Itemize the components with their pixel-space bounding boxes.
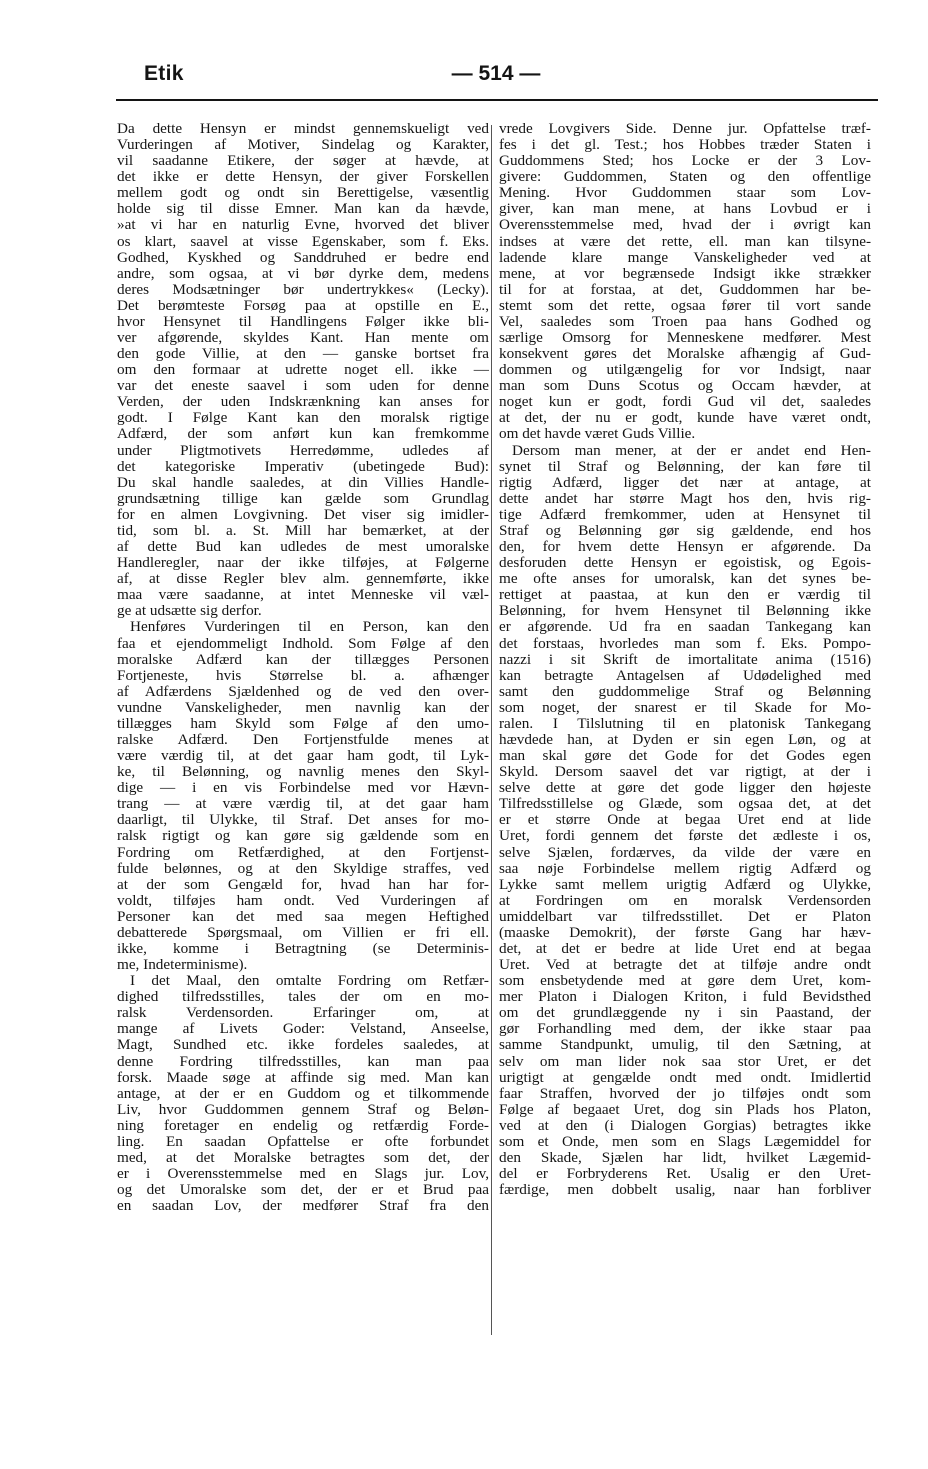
text-line: Mening. Hvor Guddommen staar som Lov- xyxy=(499,184,871,202)
text-line: Fortjeneste, hvis Størrelse bl. a. afhænger xyxy=(117,666,489,684)
text-line: en saadan Lov, der medfører Straf fra den xyxy=(117,1197,489,1215)
text-line: Lykke samt mellem urigtig Adfærd og Ulykke, xyxy=(499,875,871,893)
text-line: af, at disse Regler blev alm. gennemførte, ikke xyxy=(117,570,489,588)
text-line: indses at være det rette, ell. man kan tilsyne- xyxy=(499,232,871,250)
section-title: Etik xyxy=(144,62,184,85)
text-line: dighed tilfredsstilles, tales der om en mo- xyxy=(117,988,489,1006)
text-line: samme Standpunkt, umulig, til den Sætning, at xyxy=(499,1036,871,1054)
text-line: ladende klare mange Vanskeligheder ved at xyxy=(499,248,871,266)
text-line: Belønning, for hvem Hensynet til Belønning ikke xyxy=(499,602,871,620)
text-line: er et større Onde at begaa Uret end at lide xyxy=(499,811,871,829)
text-line: ikke, komme i Betragtning (se Determinis- xyxy=(117,939,489,957)
text-line: og det Umoralske som det, der er et Brud paa xyxy=(117,1181,489,1199)
text-line: at det, der nu er godt, kunde have været ondt, xyxy=(499,409,871,427)
text-line: dette andet har større Magt hos den, hvis rig- xyxy=(499,489,871,507)
text-line: som ensbetydende med at gøre dem Uret, kom- xyxy=(499,972,871,990)
text-line: mange af Livets Goder: Velstand, Anseelse, xyxy=(117,1020,489,1038)
text-line: Da dette Hensyn er mindst gennemskueligt ved xyxy=(117,120,489,137)
text-line: konsekvent gøres det Moralske afhængig af Gud- xyxy=(499,345,871,363)
text-line: det, at det er bedre at lide Uret end at begaa xyxy=(499,939,871,957)
text-line: den gode Villie, at den — ganske bortset fra xyxy=(117,345,489,363)
text-line: godt. I Følge Kant kan den moralsk rigtige xyxy=(117,409,489,427)
text-line: Magt, Sundhed etc. ikke fordeles saaledes, at xyxy=(117,1036,489,1054)
text-line: den, for hvem dette Hensyn er afgørende. Da xyxy=(499,538,871,556)
text-line: om det havde været Guds Villie. xyxy=(499,425,696,443)
left-column xyxy=(117,121,489,1214)
text-line: ver afgørende, skyldes Kant. Han mente om xyxy=(117,329,489,347)
text-line: daarligt, til Ulykke, til Straf. Det anses for mo- xyxy=(117,811,489,829)
text-line: Skyld. Dersom saavel det var rigtigt, at der i xyxy=(499,763,871,781)
text-line: samt den guddommelige Straf og Belønning xyxy=(499,682,871,700)
text-line: Fordring om Retfærdighed, at den Fortjenst- xyxy=(117,843,489,861)
text-line: Uret. Ved at betragte det at tilføje andre ondt xyxy=(499,956,871,974)
text-line: andre, som ogsaa, at vi bør dyrke dem, medens xyxy=(117,264,489,282)
text-line: færdige, men dobbelt usalig, naar han forbliver xyxy=(499,1181,871,1199)
text-line: desforuden dette Hensyn er egoistisk, og Egois- xyxy=(499,554,871,572)
right-column xyxy=(499,121,871,1198)
text-line: grundsætning tillige kan gælde som Grundlag xyxy=(117,489,489,507)
text-line: af dette Bud kan udledes de mest umoralske xyxy=(117,538,489,556)
text-line: være værdig til, at det gaar ham godt, til Lyk- xyxy=(117,747,489,765)
text-line: me ofte anses for umoralsk, kan det synes be- xyxy=(499,570,871,588)
text-line: ling. En saadan Opfattelse er ofte forbundet xyxy=(117,1132,489,1150)
text-line: debatterede Spørgsmaal, om Villien er fri ell. xyxy=(117,923,489,941)
text-line: til for at forstaa, at det, Guddommen har be- xyxy=(499,280,871,298)
text-line: faar Straffen, hvorved der jo tilføjes ondt som xyxy=(499,1084,871,1102)
text-line: giver, kan man mene, at hans Lovbud er i xyxy=(499,200,871,218)
text-line: det forstaas, hvorledes man som f. Eks. Pompo- xyxy=(499,634,871,652)
text-line: Vel, saaledes som Troen paa hans Godhed og xyxy=(499,312,871,330)
text-line: om den formaar at udrette noget ell. ikke — xyxy=(117,361,489,379)
text-line: er afgørende. Ud fra en saadan Tankegang kan xyxy=(499,618,871,636)
text-line: mene, at vor begrænsede Indsigt ikke strækker xyxy=(499,264,871,282)
text-line: umiddelbart var tilfredsstillet. Det er Platon xyxy=(499,907,871,925)
text-line: Liv, hvor Guddommen gennem Straf og Beløn- xyxy=(117,1100,489,1118)
text-line: Godhed, Kyskhed og Sanddruhed er bedre end xyxy=(117,248,489,266)
text-line: særlige Omsorg for Menneskene medfører. Mest xyxy=(499,329,871,347)
text-line: rettiget at paastaa, at kun den er værdig til xyxy=(499,586,871,604)
text-line: Det berømteste Forsøg paa at opstille en E., xyxy=(117,296,489,314)
text-line: mellem godt og ondt sin Berettigelse, væsentlig xyxy=(117,184,489,202)
text-line: man som Duns Scotus og Occam hævder, at xyxy=(499,377,871,395)
text-line: nazzi i sit Skrift de imortalitate anima (1516) xyxy=(499,650,871,668)
text-line: ralsk rigtigt og kan gøre sig gældende som en xyxy=(117,827,489,845)
text-line: Vurderingen af Motiver, Sindelag og Karakter, xyxy=(117,136,489,154)
text-line: ralen. I Tilslutning til en platonisk Tankegang xyxy=(499,714,871,732)
text-line: forsk. Maade søge at affinde sig med. Man kan xyxy=(117,1068,489,1086)
text-line: ved at den (i Dialogen Gorgias) betragtes ikke xyxy=(499,1116,871,1134)
text-line: med, at det Moralske betragtes som det, der xyxy=(117,1149,489,1166)
text-line: urigtigt at gengælde ondt med ondt. Imidlertid xyxy=(499,1068,871,1086)
text-line: som noget, der snarest er til Skade for Mo- xyxy=(499,698,871,716)
header-rule xyxy=(116,99,878,101)
text-line: mer Platon i Dialogen Kriton, i fuld Bevidsthed xyxy=(499,988,871,1006)
text-line: Overensstemmelse med, hvad der i øvrigt kan xyxy=(499,216,871,234)
text-line: kan betragte Antagelsen af Udødelighed med xyxy=(499,666,871,684)
text-line: fes i det gl. Test.; hos Hobbes træder Staten i xyxy=(499,136,871,154)
text-line: af Adfærdens Sjældenhed og de ved den over- xyxy=(117,682,489,700)
text-line: I det Maal, den omtalte Fordring om Retfær- xyxy=(130,972,489,990)
text-line: vil saadanne Etikere, der søger at hævde, at xyxy=(117,152,489,170)
text-line: fulde belønnes, og at den Skyldige straffes, ved xyxy=(117,859,489,877)
text-line: stemt som det rette, ogsaa fører til vort sande xyxy=(499,296,871,314)
text-line: hævdede han, at Dyden er sin egen Løn, og at xyxy=(499,730,871,748)
text-line: ning foretager en endelig og retfærdig Forde- xyxy=(117,1116,489,1134)
text-line: det kategoriske Imperativ (ubetingede Bud): xyxy=(117,457,489,475)
text-line: Du skal handle saaledes, at din Villies Handle- xyxy=(117,473,489,491)
text-line: antage, at der er en Guddom og et tilkommende xyxy=(117,1084,489,1102)
text-line: faa et ejendommeligt Indhold. Som Følge af den xyxy=(117,634,489,652)
text-line: hvor Hensynet til Handlingens Følger ikke bli- xyxy=(117,312,489,330)
text-line: vrede Lovgivers Side. Denne jur. Opfattelse træf- xyxy=(499,120,871,137)
text-line: Straf og Belønning gør sig gældende, end hos xyxy=(499,521,871,539)
text-line: del er Forbryderens Ret. Usalig er den Uret- xyxy=(499,1165,871,1183)
text-line: Verden, der uden Indskrænkning kan anses for xyxy=(117,393,489,411)
text-line: ke, til Belønning, og navnlig menes den Skyl- xyxy=(117,763,489,781)
text-line: at der som Gengæld for, hvad han har for- xyxy=(117,875,489,893)
text-line: ralsk Verdensorden. Erfaringer om, at xyxy=(117,1004,489,1022)
text-line: dommen og utilgængelig for vor Indsigt, naar xyxy=(499,361,871,379)
text-line: deres Modsætninger bør undertrykkes« (Lecky). xyxy=(117,280,489,298)
text-line: givere: Guddommen, Staten og den offentlige xyxy=(499,168,871,186)
text-line: om det grundlæggende ny i sin Paastand, der xyxy=(499,1004,871,1022)
page-number: — 514 — xyxy=(451,62,541,85)
text-line: maa være saadanne, at intet Menneske vil væl- xyxy=(117,586,489,604)
text-line: trang — at være værdig til, at det gaar ham xyxy=(117,795,489,813)
text-line: saa nøje Forbindelse mellem rigtig Adfærd og xyxy=(499,859,871,877)
text-line: Personer kan det med saa megen Heftighed xyxy=(117,907,489,925)
text-line: moralske Adfærd kan der tillægges Personen xyxy=(117,650,489,668)
text-line: for en almen Lovgivning. Det viser sig imidler- xyxy=(117,505,489,523)
text-line: Følge af begaaet Uret, dog sin Plads hos Platon, xyxy=(499,1100,871,1118)
text-line: tige Adfærd fremkommer, uden at Hensynet til xyxy=(499,505,871,523)
text-line: Uret, fordi gennem det første det ædleste i os, xyxy=(499,827,871,845)
text-line: selv om man lider nok saa stor Uret, er det xyxy=(499,1052,871,1070)
text-line: denne Fordring tilfredsstilles, kan man paa xyxy=(117,1052,489,1070)
text-line: den Skade, Sjælen har lidt, hvilket Lægemid- xyxy=(499,1149,871,1166)
text-line: at Fordringen om en moralsk Verdensorden xyxy=(499,891,871,909)
text-line: tillægges ham Skyld som Følge af den umo- xyxy=(117,714,489,732)
text-line: synet til Straf og Belønning, der kan føre til xyxy=(499,457,871,475)
text-line: ge at udsætte sig derfor. xyxy=(117,602,262,620)
page-header xyxy=(116,62,876,92)
text-line: gør Forhandling med dem, der ikke staar paa xyxy=(499,1020,871,1038)
text-line: under Pligtmotivets Herredømme, udledes af xyxy=(117,441,489,459)
text-line: tid, som bl. a. St. Mill har bemærket, at der xyxy=(117,521,489,539)
text-line: dige — i en vis Forbindelse med vor Hævn- xyxy=(117,779,489,797)
text-line: (maaske Demokrit), der første Gang har hæv- xyxy=(499,923,871,941)
text-line: selve dette at gøre det gode ligger den højeste xyxy=(499,779,871,797)
text-line: ralske Adfærd. Den Fortjenstfulde menes at xyxy=(117,730,489,748)
text-line: holde sig til disse Emner. Man kan da hævde, xyxy=(117,200,489,218)
text-line: voldt, tilføjes ham ondt. Ved Vurderingen af xyxy=(117,891,489,909)
text-line: Adfærd, der som anført kun kan fremkomme xyxy=(117,425,489,443)
text-line: som et Onde, men som en Slags Lægemiddel for xyxy=(499,1132,871,1150)
text-line: Guddommens Sted; hos Locke er der 3 Lov- xyxy=(499,152,871,170)
text-line: »at vi har en naturlig Evne, hvorved det bliver xyxy=(117,216,489,234)
text-line: man skal gøre det Gode for det Godes egen xyxy=(499,747,871,765)
column-divider xyxy=(491,125,492,1335)
text-line: rigtig Adfærd, ligger det nær at antage, at xyxy=(499,473,871,491)
text-line: os klart, saavel at visse Egenskaber, som f. Eks. xyxy=(117,232,489,250)
text-line: Handleregler, naar der ikke tilføjes, at Følgerne xyxy=(117,554,489,572)
text-line: var det eneste saavel i som uden for denne xyxy=(117,377,489,395)
text-line: noget kun er godt, fordi Gud vil det, saaledes xyxy=(499,393,871,411)
text-line: vundne Vanskeligheder, men navnlig kan der xyxy=(117,698,489,716)
text-line: det ikke er dette Hensyn, der giver Forskellen xyxy=(117,168,489,186)
text-line: me, Indeterminisme). xyxy=(117,956,248,974)
text-line: selve Sjælen, fordærves, da vilde der være en xyxy=(499,843,871,861)
text-line: Dersom man mener, at der er andet end Hen- xyxy=(512,441,871,459)
text-line: Tilfredsstillelse og Glæde, som ogsaa det, at det xyxy=(499,795,871,813)
text-line: Henføres Vurderingen til en Person, kan den xyxy=(130,618,489,636)
text-line: er i Overensstemmelse med en Slags jur. Lov, xyxy=(117,1165,489,1183)
